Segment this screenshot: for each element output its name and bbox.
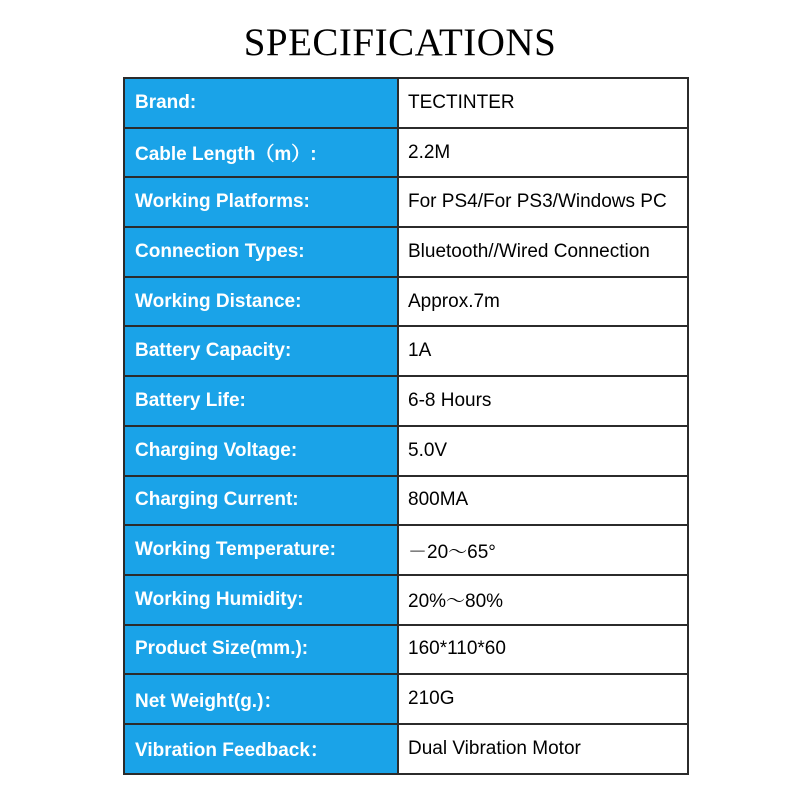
table-row — [124, 724, 688, 774]
spec-value: 800MA — [398, 476, 688, 526]
table-row — [124, 78, 688, 128]
spec-value: Dual Vibration Motor — [398, 724, 688, 774]
spec-value: 6-8 Hours — [398, 376, 688, 426]
spec-label: Connection Types: — [124, 227, 398, 277]
spec-value: 1A — [398, 326, 688, 376]
table-row — [124, 426, 688, 476]
spec-label: Brand: — [124, 78, 398, 128]
table-row — [124, 625, 688, 675]
page-title: SPECIFICATIONS — [243, 21, 557, 64]
spec-value: 210G — [398, 674, 688, 724]
spec-label: Battery Capacity: — [124, 326, 398, 376]
spec-label: Vibration Feedback： — [124, 724, 398, 774]
spec-value: TECTINTER — [398, 78, 688, 128]
spec-value: 5.0V — [398, 426, 688, 476]
table-row — [124, 476, 688, 526]
spec-label: Charging Voltage: — [124, 426, 398, 476]
specifications-table — [123, 77, 689, 775]
table-row — [124, 525, 688, 575]
table-row — [124, 575, 688, 625]
spec-value: 20%～80% — [398, 575, 688, 625]
spec-label: Cable Length（m）: — [124, 128, 398, 178]
spec-label: Net Weight(g.)： — [124, 674, 398, 724]
spec-label: Working Humidity: — [124, 575, 398, 625]
spec-label: Working Platforms: — [124, 177, 398, 227]
table-row — [124, 277, 688, 327]
table-row — [124, 227, 688, 277]
spec-label: Product Size(mm.): — [124, 625, 398, 675]
spec-value: Approx.7m — [398, 277, 688, 327]
spec-value: －20～65° — [398, 525, 688, 575]
table-row — [124, 376, 688, 426]
spec-value: For PS4/For PS3/Windows PC — [398, 177, 688, 227]
spec-value: 2.2M — [398, 128, 688, 178]
table-row — [124, 128, 688, 178]
spec-value: 160*110*60 — [398, 625, 688, 675]
table-row — [124, 674, 688, 724]
spec-label: Working Distance: — [124, 277, 398, 327]
table-row — [124, 326, 688, 376]
spec-value: Bluetooth//Wired Connection — [398, 227, 688, 277]
table-row — [124, 177, 688, 227]
spec-label: Charging Current: — [124, 476, 398, 526]
spec-label: Battery Life: — [124, 376, 398, 426]
spec-label: Working Temperature: — [124, 525, 398, 575]
